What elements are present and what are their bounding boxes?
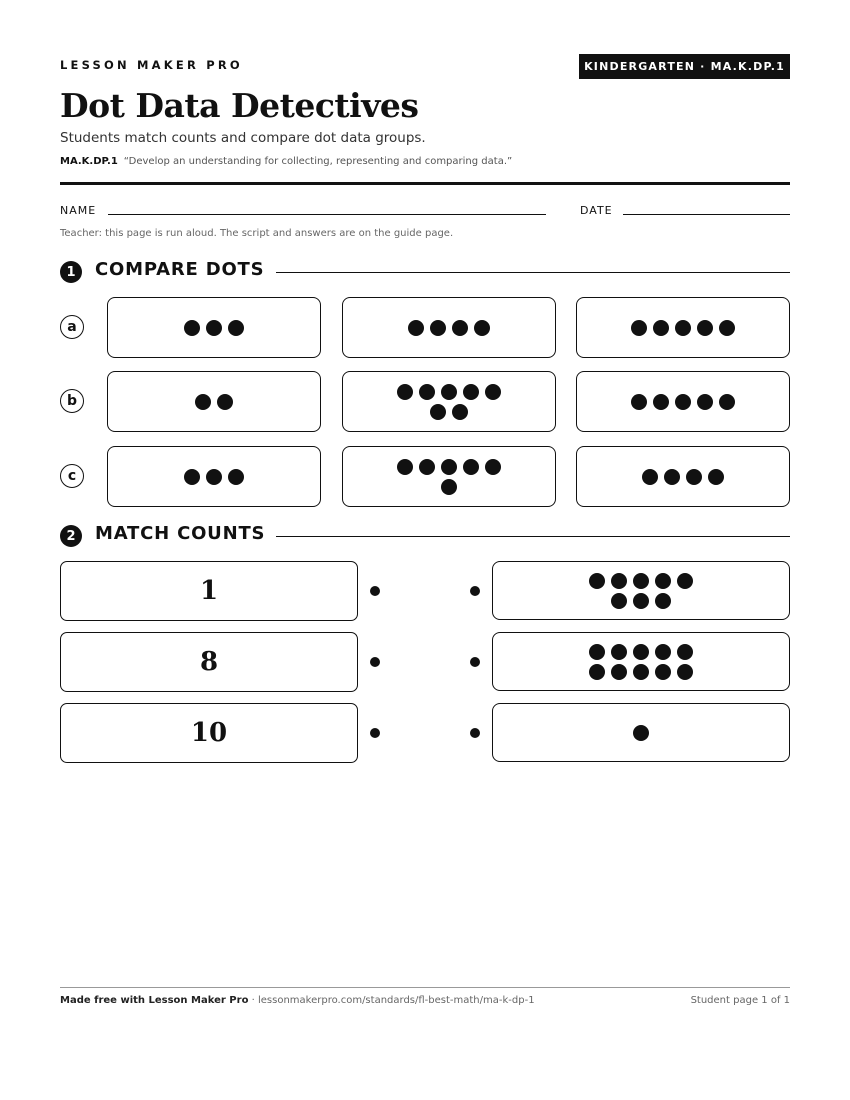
dot [430, 404, 446, 420]
dot [441, 384, 457, 400]
dot [719, 320, 735, 336]
dot [589, 644, 605, 660]
row-letter: c [60, 464, 84, 488]
match-dot-right[interactable] [470, 657, 480, 667]
dot [633, 593, 649, 609]
page-title: Dot Data Detectives [60, 86, 419, 125]
dot-group [184, 469, 244, 485]
dot [217, 394, 233, 410]
dot [633, 644, 649, 660]
dot [611, 664, 627, 680]
row-letter: a [60, 315, 84, 339]
dot-group-box [492, 632, 790, 691]
dot [631, 394, 647, 410]
dot [184, 469, 200, 485]
page-subtitle: Students match counts and compare dot data groups. [60, 130, 426, 146]
dot [589, 664, 605, 680]
name-label: NAME [60, 204, 97, 217]
dot [474, 320, 490, 336]
dot-group-box[interactable] [342, 446, 556, 507]
dot [655, 593, 671, 609]
date-field[interactable] [623, 214, 790, 215]
dot-group [397, 384, 501, 420]
dot [633, 573, 649, 589]
dot [611, 573, 627, 589]
dot [655, 644, 671, 660]
section-2-rule [276, 536, 790, 537]
dot [675, 394, 691, 410]
dot [675, 320, 691, 336]
dot [397, 459, 413, 475]
dot [677, 644, 693, 660]
dot [419, 384, 435, 400]
footer-url: · lessonmakerpro.com/standards/fl-best-math/ma-k-dp-1 [248, 995, 535, 1006]
dot [206, 469, 222, 485]
match-dot-right[interactable] [470, 728, 480, 738]
dot [419, 459, 435, 475]
match-dot-left[interactable] [370, 657, 380, 667]
dot-group [195, 394, 233, 410]
footer-credit [60, 995, 535, 1006]
dot [589, 573, 605, 589]
dot [397, 384, 413, 400]
dot [611, 593, 627, 609]
dot [677, 573, 693, 589]
dot [697, 394, 713, 410]
dot-group [589, 644, 693, 680]
worksheet-page [60, 0, 790, 1100]
dot-group [633, 725, 649, 741]
dot [441, 459, 457, 475]
dot [184, 320, 200, 336]
match-dot-right[interactable] [470, 586, 480, 596]
dot [228, 469, 244, 485]
dot [664, 469, 680, 485]
dot-group-box[interactable] [342, 371, 556, 432]
number-card: 10 [60, 703, 358, 763]
dot [708, 469, 724, 485]
number-card: 1 [60, 561, 358, 621]
dot-group [397, 459, 501, 495]
dot [441, 479, 457, 495]
row-letter: b [60, 389, 84, 413]
dot-group-box[interactable] [107, 371, 321, 432]
footer-page-number: Student page 1 of 1 [690, 995, 790, 1006]
dot [228, 320, 244, 336]
dot [697, 320, 713, 336]
footer-divider [60, 987, 790, 988]
standard-text: “Develop an understanding for collecting, representing and comparing data.” [123, 156, 513, 167]
dot [633, 725, 649, 741]
match-dot-left[interactable] [370, 586, 380, 596]
section-2-title: MATCH COUNTS [95, 523, 266, 544]
dot [463, 384, 479, 400]
section-1-title: COMPARE DOTS [95, 259, 265, 280]
dot [653, 394, 669, 410]
teacher-note: Teacher: this page is run aloud. The script and answers are on the guide page. [60, 228, 454, 239]
dot [653, 320, 669, 336]
dot-group-box[interactable] [576, 371, 790, 432]
dot [195, 394, 211, 410]
dot [655, 573, 671, 589]
dot-group-box[interactable] [342, 297, 556, 358]
dot [655, 664, 671, 680]
dot [485, 459, 501, 475]
dot [719, 394, 735, 410]
dot [430, 320, 446, 336]
dot [463, 459, 479, 475]
dot-group [631, 320, 735, 336]
number-card: 8 [60, 632, 358, 692]
dot [631, 320, 647, 336]
section-1-rule [276, 272, 790, 273]
dot-group-box[interactable] [107, 446, 321, 507]
dot [452, 320, 468, 336]
dot-group [184, 320, 244, 336]
dot [408, 320, 424, 336]
dot [642, 469, 658, 485]
grade-badge: KINDERGARTEN · MA.K.DP.1 [579, 54, 790, 79]
dot-group-box[interactable] [576, 446, 790, 507]
section-1-number: 1 [60, 261, 82, 283]
dot-group-box [492, 561, 790, 620]
name-field[interactable] [108, 214, 546, 215]
dot [206, 320, 222, 336]
dot [633, 664, 649, 680]
dot-group [589, 573, 693, 609]
dot [485, 384, 501, 400]
match-dot-left[interactable] [370, 728, 380, 738]
dot-group [642, 469, 724, 485]
dot [677, 664, 693, 680]
section-2-number: 2 [60, 525, 82, 547]
date-label: DATE [580, 204, 613, 217]
dot [611, 644, 627, 660]
dot [686, 469, 702, 485]
header-divider [60, 182, 790, 185]
dot [452, 404, 468, 420]
dot-group [631, 394, 735, 410]
standard-line [60, 156, 512, 167]
dot-group-box [492, 703, 790, 762]
brand-name: LESSON MAKER PRO [60, 58, 243, 72]
footer-made-with: Made free with Lesson Maker Pro [60, 995, 249, 1006]
standard-code: MA.K.DP.1 [60, 156, 118, 167]
dot-group-box[interactable] [107, 297, 321, 358]
dot-group-box[interactable] [576, 297, 790, 358]
dot-group [408, 320, 490, 336]
